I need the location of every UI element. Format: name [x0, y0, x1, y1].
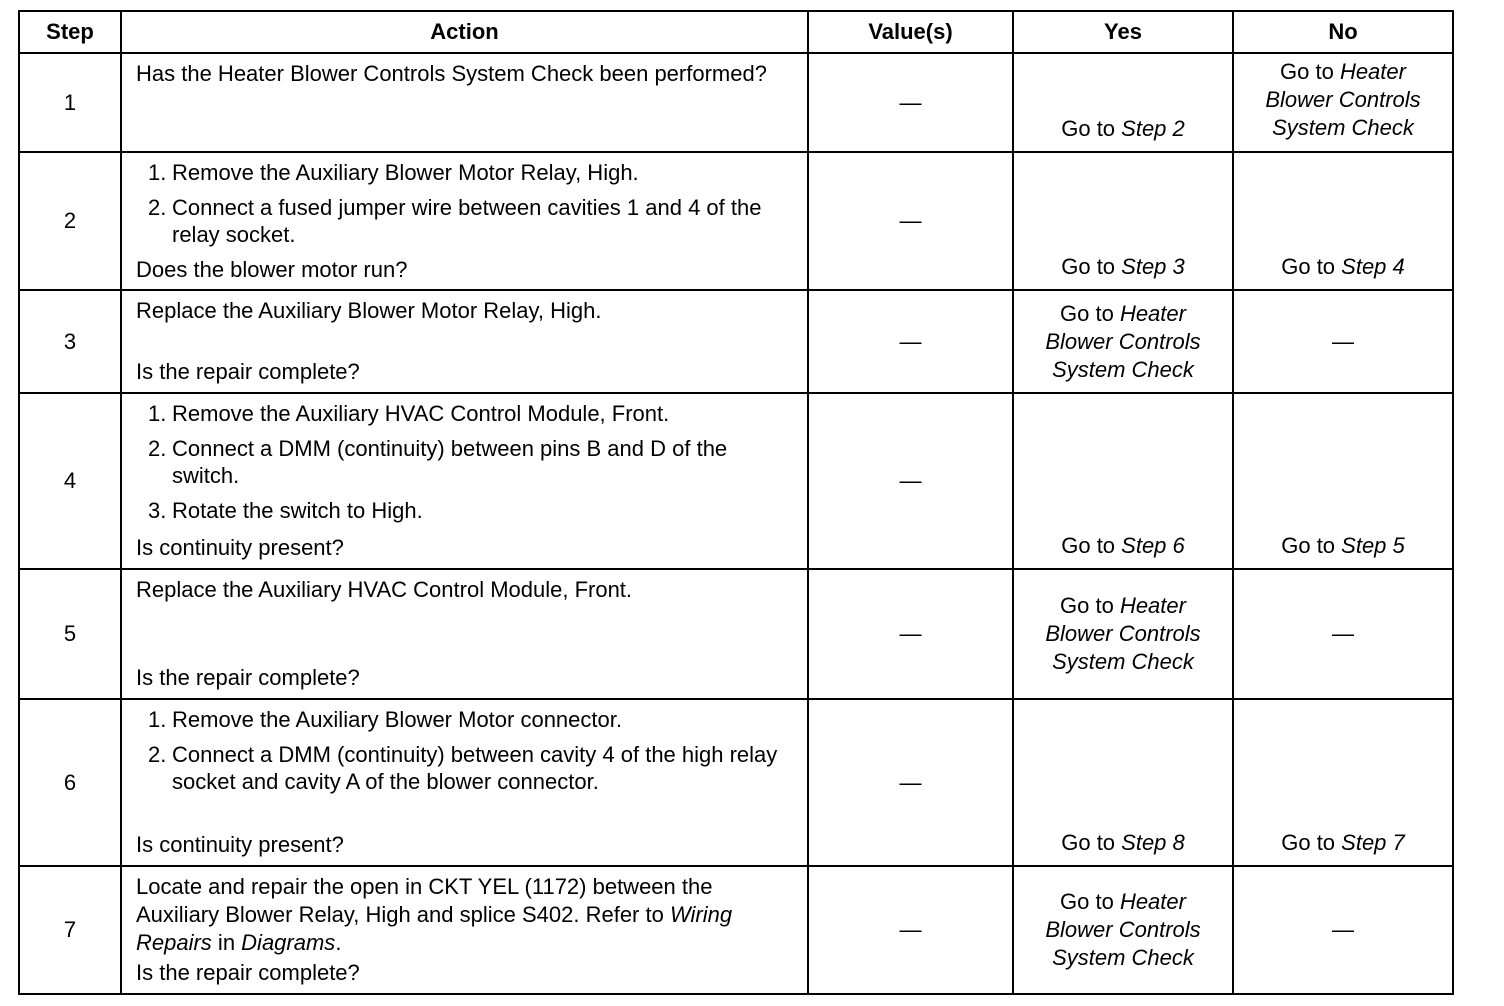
value-cell: —: [809, 153, 1014, 289]
action-question: Does the blower motor run?: [136, 257, 408, 282]
wiring-repairs-ref: Wiring Repairs: [136, 902, 733, 955]
table-row-step-1: [20, 54, 1452, 153]
action-text-part: Locate and repair the open in CKT YEL (1172) between the Auxiliary Blower Relay, High and splice S402. Refer to: [136, 874, 713, 927]
item-number: 1.: [148, 160, 167, 185]
no-cell: —: [1332, 917, 1354, 942]
item-text: Remove the Auxiliary HVAC Control Module, Front.: [172, 401, 670, 426]
yes-prefix: Go to: [1061, 116, 1122, 141]
yes-step-ref: Step 6: [1121, 533, 1185, 558]
yes-cell: [1014, 394, 1234, 568]
yes-ref-line1: Heater: [1119, 300, 1186, 326]
list-item: [136, 435, 797, 489]
item-number: 2.: [148, 195, 167, 220]
item-number: 1.: [148, 707, 167, 732]
list-item: [136, 741, 797, 795]
no-prefix: Go to: [1281, 830, 1342, 855]
list-item: [136, 194, 797, 248]
action-cell: [122, 291, 809, 392]
list-item: [136, 497, 797, 524]
table-row-step-5: [20, 570, 1452, 700]
no-cell: [1234, 54, 1452, 151]
action-steps-list: [136, 706, 797, 803]
yes-prefix: Go to: [1061, 830, 1122, 855]
yes-step-ref: Step 8: [1121, 830, 1185, 855]
yes-step-ref: Step 3: [1121, 254, 1185, 279]
yes-cell: [1014, 700, 1234, 865]
yes-prefix: Go to: [1060, 593, 1120, 618]
step-number: 5: [20, 570, 122, 698]
value-cell: —: [809, 867, 1014, 993]
action-text: [136, 873, 797, 957]
item-number: 3.: [148, 498, 167, 523]
yes-ref-line2: Blower Controls: [1045, 917, 1201, 942]
no-ref-line1: Heater: [1339, 59, 1406, 84]
step-number: 3: [20, 291, 122, 392]
no-step-ref: Step 7: [1341, 830, 1405, 855]
action-cell: [122, 394, 809, 568]
header-values: Value(s): [809, 12, 1014, 52]
no-ref-line3: System Check: [1272, 115, 1414, 140]
value-cell: —: [809, 291, 1014, 392]
item-number: 1.: [148, 401, 167, 426]
table-header-row: [20, 12, 1452, 54]
yes-ref-line3: System Check: [1052, 356, 1194, 382]
step-number: 7: [20, 867, 122, 993]
item-text: Connect a fused jumper wire between cavities 1 and 4 of the relay socket.: [172, 195, 762, 247]
action-text: Replace the Auxiliary Blower Motor Relay, High.: [136, 298, 602, 323]
action-text-part: .: [335, 930, 342, 955]
list-item: [136, 400, 797, 427]
action-steps-list: [136, 400, 797, 532]
table-row-step-3: [20, 291, 1452, 394]
header-no: No: [1328, 19, 1358, 44]
no-step-ref: Step 5: [1341, 533, 1405, 558]
item-text: Connect a DMM (continuity) between pins B and D of the switch.: [172, 436, 728, 488]
table-row-step-6: [20, 700, 1452, 867]
action-cell: [122, 54, 809, 151]
yes-prefix: Go to: [1061, 533, 1122, 558]
yes-ref-line3: System Check: [1052, 649, 1194, 674]
action-question: Is the repair complete?: [136, 960, 360, 985]
item-text: Rotate the switch to High.: [172, 498, 423, 523]
no-prefix: Go to: [1281, 254, 1342, 279]
table-row-step-2: [20, 153, 1452, 291]
yes-prefix: Go to: [1060, 889, 1120, 914]
no-cell: —: [1332, 621, 1354, 646]
diagrams-ref: Diagrams: [241, 930, 336, 955]
action-question: Is the repair complete?: [136, 665, 360, 690]
yes-cell: [1014, 570, 1234, 698]
value-cell: —: [809, 570, 1014, 698]
action-text: Has the Heater Blower Controls System Check been performed?: [136, 61, 767, 86]
item-text: Connect a DMM (continuity) between cavity 4 of the high relay socket and cavity A of the blower connector.: [172, 742, 778, 794]
yes-ref-line2: Blower Controls: [1045, 621, 1201, 646]
no-cell: [1234, 153, 1452, 289]
value-cell: —: [809, 394, 1014, 568]
action-cell: [122, 153, 809, 289]
list-item: [136, 706, 797, 733]
action-cell: [122, 570, 809, 698]
yes-cell: [1014, 867, 1234, 993]
no-prefix: Go to: [1280, 59, 1340, 84]
action-question: Is continuity present?: [136, 832, 344, 857]
step-number: 2: [20, 153, 122, 289]
no-ref-line2: Blower Controls: [1265, 87, 1421, 112]
table-row-step-4: [20, 394, 1452, 570]
header-step: Step: [20, 12, 122, 52]
header-action: Action: [122, 12, 809, 52]
value-cell: —: [809, 700, 1014, 865]
yes-ref-line1: Heater: [1119, 593, 1186, 618]
step-number: 4: [20, 394, 122, 568]
yes-ref-line2: Blower Controls: [1045, 328, 1201, 354]
yes-cell: [1014, 54, 1234, 151]
diagnostic-table: [18, 10, 1454, 995]
yes-step-ref: Step 2: [1121, 116, 1185, 141]
no-cell: —: [1332, 328, 1354, 354]
no-step-ref: Step 4: [1341, 254, 1405, 279]
yes-prefix: Go to: [1060, 300, 1120, 326]
item-number: 2.: [148, 742, 167, 767]
yes-prefix: Go to: [1061, 254, 1122, 279]
no-prefix: Go to: [1281, 533, 1342, 558]
value-cell: —: [809, 54, 1014, 151]
yes-cell: [1014, 153, 1234, 289]
item-text: Remove the Auxiliary Blower Motor Relay, High.: [172, 160, 639, 185]
item-text: Remove the Auxiliary Blower Motor connector.: [172, 707, 622, 732]
action-cell: [122, 867, 809, 993]
item-number: 2.: [148, 436, 167, 461]
yes-ref-line1: Heater: [1119, 889, 1186, 914]
no-cell: [1234, 394, 1452, 568]
header-yes: Yes: [1014, 12, 1234, 52]
yes-ref-line3: System Check: [1052, 945, 1194, 970]
action-cell: [122, 700, 809, 865]
action-question: Is the repair complete?: [136, 359, 360, 384]
action-steps-list: [136, 159, 797, 256]
list-item: [136, 159, 797, 186]
table-row-step-7: [20, 867, 1452, 993]
action-question: Is continuity present?: [136, 535, 344, 560]
action-text-part: in: [211, 930, 242, 955]
no-cell: [1234, 700, 1452, 865]
action-text: Replace the Auxiliary HVAC Control Module, Front.: [136, 577, 633, 602]
yes-cell: [1014, 291, 1234, 392]
step-number: 6: [20, 700, 122, 865]
step-number: 1: [20, 54, 122, 151]
